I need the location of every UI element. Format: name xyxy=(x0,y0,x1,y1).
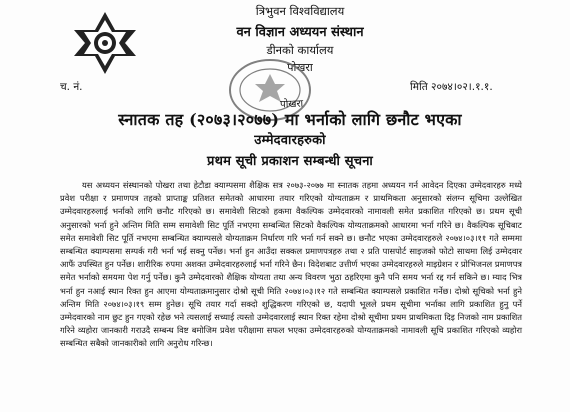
reference-number: च. नं. xyxy=(60,81,83,93)
notice-title-line-1: स्नातक तह (२०७३।२०७७) मा भर्नाको लागि छनौट भएका xyxy=(118,110,462,129)
institute-name: वन विज्ञान अध्ययन संस्थान xyxy=(236,25,364,40)
office-name: डीनको कार्यालय xyxy=(266,43,334,57)
notice-title-line-2: उम्मेदवारहरुको xyxy=(254,133,326,148)
notice-title-line-3: प्रथम सूची प्रकाशन सम्बन्धी सूचना xyxy=(206,154,374,169)
notice-body: यस अध्ययन संस्थानको पोखरा तथा हेटौडा क्याम्पसमा शैक्षिक सत्र २०७३-२०७७ मा स्नातक तहमा अध्ययन गर्न आवेदन दिएका उम्मेदवारहरु मध्ये प्रवेश परीक्षा र प्रमाणपत्र तहको प्राप्ताङ्क प्रतिशत समेतको आधारमा तयार गरिएको योग्यताक्रम र प्राथमिकता अनुसारको संलग्न सूचिमा उल्लेखित उम्मेदवारहरुलाई भर्नाको लागि छनौट गरिएको छ। समावेशी सिटको हकमा वैकल्पिक उम्मेदवारको नामावली समेत प्रकाशित गरिएको छ। प्रथम सूची अनुसारको भर्ना हुने अन्तिम मिति सम्म समावेशी सिट पूर्ति नभएमा सम्बन्धित सिटको वैकल्पिक योग्यताक्रमको आधारमा भर्ना गरिने छ। वैकल्पिक सूचिबाट समेत समावेशी सिट पूर्ति नभएमा सम्बन्धित क्याम्पसले योग्यताक्रम निर्धारण गरि भर्ना गर्न सक्ने छ। छनौट भएका उम्मेदवारहरुले २०७४।०३।११ गते सम्ममा सम्बन्धित क्याम्पसमा सम्पर्क गरी भर्ना भई सक्नु पर्नेछ। भर्ना हुन आउँदा सक्कल प्रमाणपत्रहरु तथा २ प्रति पासपोर्ट साइजको फोटो साथमा लिई उम्मेदवार आफैं उपस्थित हुन पर्नेछ। शारीरिक रुपमा अशक्त उम्मेदवारहरुलाई भर्ना गरिने छैन। विदेशबाट उत्तीर्ण भएका उम्मेदवारहरुले माइग्रेशन र प्रोभिजनल प्रमाणपत्र समेत भर्नाको समयमा पेश गर्नु पर्नेछ। कुनै उम्मेदवारको शैक्षिक योग्यता तथा अन्य विवरण भुठा ठहरिएमा कुनै पनि समय भर्ना रद्द गर्न सकिने छ। म्याद भित्र भर्ना हुन नआई स्थान रिक्त हुन आएमा योग्यताक्रमानुसार दोश्रो सूची मिति २०७४।०३।१२ गते सम्बन्धित क्याम्पसले प्रकाशित गर्नेछ। दोश्रो सूचिको भर्ना हुने अन्तिम मिति २०७४।०३।१९ सम्म हुनेछ। सूचि तयार गर्दा सक्दो शुद्धिकरण गरिएको छ, यदापी भूलले प्रथम सूचीमा भर्नाका लागि प्रकाशित हुनु पर्ने उम्मेदवारको नाम छुट हुन गएको रहेछ भने त्यसलाई सच्याई त्यस्तो उम्मेदवारलाई स्थान रिक्त रहेमा दोश्रो सूचीमा प्रथम प्राथमिकता दिइ निजको नाम प्रकाशित गरिने व्यहोरा जानकारी गराउदै सम्बन्ध विष्ट बमोजिम प्रवेश परीक्षामा सफल भएका उम्मेदवारहरुको योग्यताक्रमको नामावली सूचि प्रकाशित गरिएको व्यहोरा सम्बन्धित सबैको जानकारीको लागि अनुरोध गरिन्छ। xyxy=(60,180,522,349)
city-name: पोखरा xyxy=(287,61,313,74)
handwritten-location: पोखरा xyxy=(279,98,304,111)
issue-date: मिति २०७४।०२।.१.१. xyxy=(410,81,493,93)
university-logo-icon xyxy=(70,10,140,76)
university-name: त्रिभुवन विश्वविद्यालय xyxy=(255,4,345,18)
